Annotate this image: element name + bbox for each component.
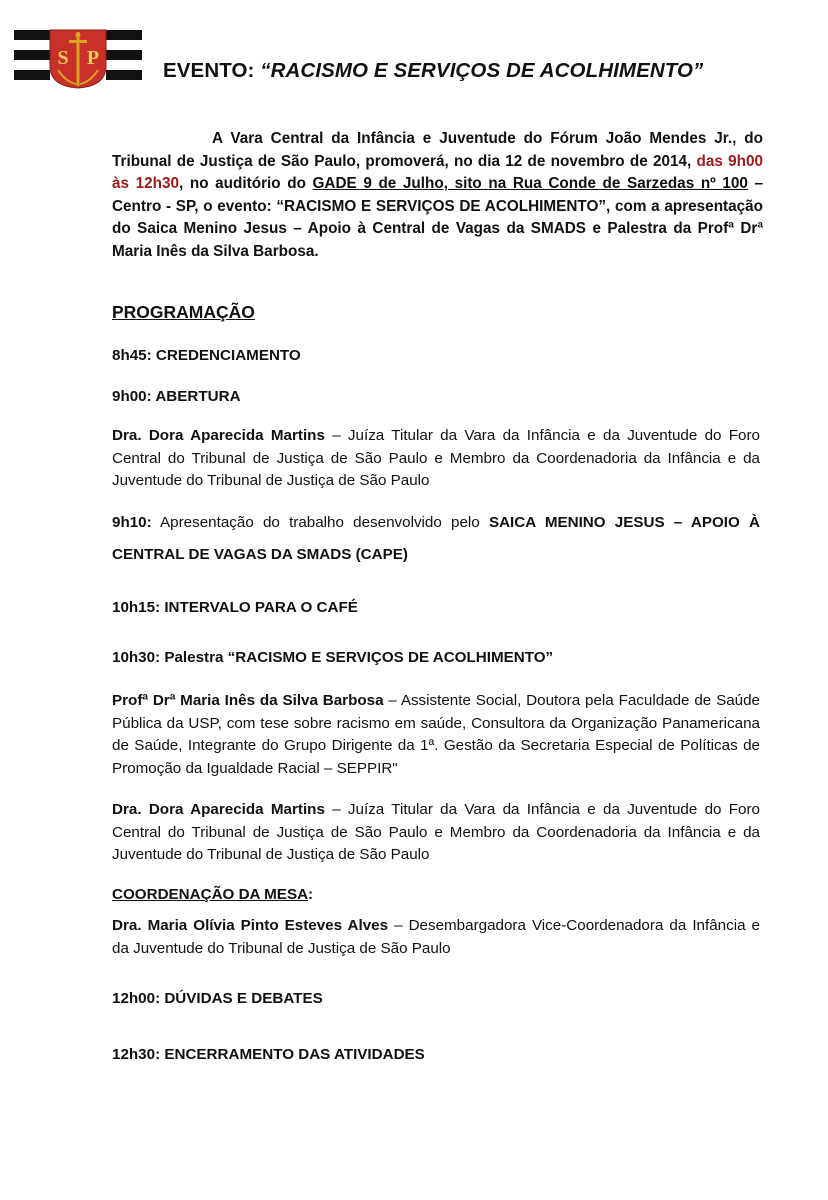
speaker-description: – Assistente Social, Doutora pela Faculdade de Saúde Pública da USP, com tese sobre racismo em saúde, Consultora da Organização Panamericana de Saúde, Integrante do Grupo Dirigente da 1ª. Gestão da Secretaria Especial de Políticas de Promoção da Igualdade Racial – SEPPIR": [112, 692, 760, 777]
document-title: [163, 59, 703, 83]
schedule-encerramento: 12h30: ENCERRAMENTO DAS ATIVIDADES: [112, 1046, 425, 1063]
schedule-intervalo: 10h15: INTERVALO PARA O CAFÉ: [112, 599, 358, 616]
intro-time: das 9h00 às 12h30: [112, 152, 763, 193]
palestra-title: “RACISMO E SERVIÇOS DE ACOLHIMENTO”: [227, 649, 554, 666]
apresentacao-organization: SAICA MENINO JESUS – APOIO À CENTRAL DE VAGAS DA SMADS (CAPE): [112, 514, 760, 563]
title-prefix: EVENTO:: [163, 59, 261, 82]
intro-paragraph: [112, 128, 763, 264]
title-event-name: “RACISMO E SERVIÇOS DE ACOLHIMENTO”: [260, 59, 704, 82]
intro-part-1: A Vara Central da Infância e Juventude do Fórum João Mendes Jr., do Tribunal de Justiça de São Paulo, promoverá, no dia 12 de novembro de 2014,: [112, 130, 763, 170]
speaker-name: Dra. Dora Aparecida Martins: [112, 801, 325, 818]
speaker-description: – Juíza Titular da Vara da Infância e da Juventude do Foro Central do Tribunal de Justiça de São Paulo e Membro da Coordenadoria da Infância e da Juventude do Tribunal de Justiça de São Paulo: [112, 801, 760, 864]
speaker-name: Dra. Maria Olívia Pinto Esteves Alves: [112, 917, 389, 934]
apresentacao-time: 9h10:: [112, 514, 152, 531]
schedule-credenciamento: 8h45: CREDENCIAMENTO: [112, 347, 301, 364]
logo-letter-p: P: [86, 47, 100, 69]
section-title-programacao: PROGRAMAÇÃO: [112, 302, 255, 322]
logo-letter-s: S: [57, 47, 69, 69]
coordenacao-heading: [112, 884, 760, 907]
schedule-apresentacao: [112, 507, 760, 571]
intro-part-3: – Centro - SP, o evento: “RACISMO E SERVIÇOS DE ACOLHIMENTO”, com a apresentação do Saica Menino Jesus – Apoio à Central de Vagas da SMADS e Palestra da Profª Drª Maria Inês da Silva Barbosa.: [112, 175, 764, 260]
intro-part-2: , no auditório do: [179, 175, 313, 193]
intro-venue: GADE 9 de Julho, sito na Rua Conde de Sarzedas nº 100: [312, 175, 748, 193]
speaker-name: Profª Drª Maria Inês da Silva Barbosa: [112, 692, 384, 709]
coordenacao-colon: :: [308, 886, 314, 903]
speaker-dora-palestra: [112, 799, 760, 867]
coordenacao-title: COORDENAÇÃO DA MESA: [112, 886, 309, 903]
palestra-label: Palestra: [164, 649, 228, 666]
speaker-description: – Desembargadora Vice-Coordenadora da Infância e da Juventude do Tribunal de Justiça de São Paulo: [112, 917, 761, 957]
speaker-name: Dra. Dora Aparecida Martins: [112, 427, 325, 444]
speaker-maria-ines: [112, 690, 760, 780]
schedule-duvidas: 12h00: DÚVIDAS E DEBATES: [112, 990, 323, 1007]
schedule-abertura: 9h00: ABERTURA: [112, 388, 241, 405]
coordenadora-maria-olivia: [112, 915, 760, 960]
schedule-palestra: [112, 647, 760, 670]
speaker-description: – Juíza Titular da Vara da Infância e da Juventude do Foro Central do Tribunal de Justiça de São Paulo e Membro da Coordenadoria da Infância e da Juventude do Tribunal de Justiça de São Paulo: [112, 427, 760, 490]
sp-coat-of-arms-logo: [14, 26, 142, 90]
palestra-time: 10h30:: [112, 649, 165, 666]
apresentacao-text: Apresentação do trabalho desenvolvido pelo: [151, 514, 489, 531]
speaker-dora-abertura: [112, 425, 760, 493]
